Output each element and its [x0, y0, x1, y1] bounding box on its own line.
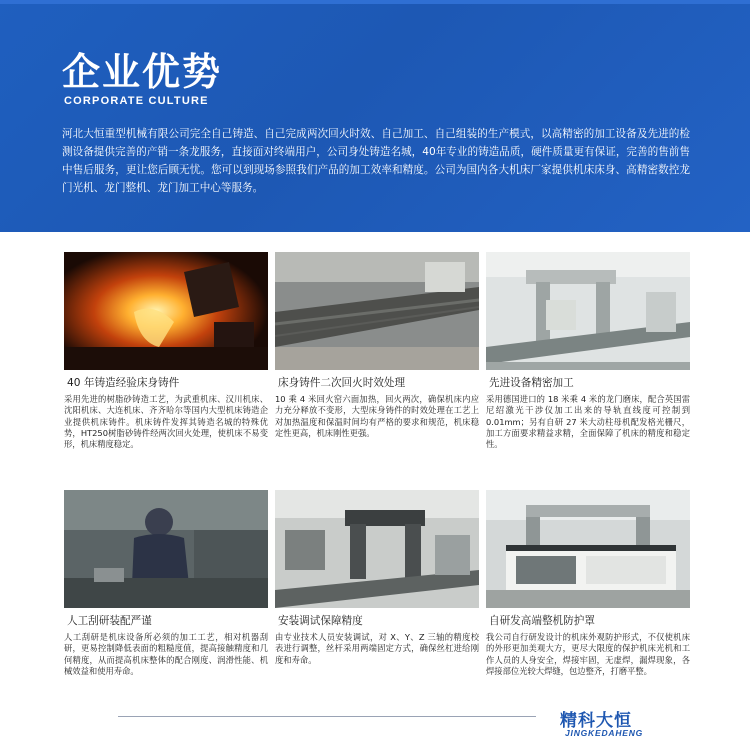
- manual-scraping-photo: [64, 490, 268, 608]
- brand-logo-pinyin: JINGKEDAHENG: [565, 728, 644, 738]
- card-caption: 自研发高端整机防护罩: [489, 615, 595, 627]
- brand-logo-text: 精科大恒: [560, 711, 632, 731]
- page-subtitle: CORPORATE CULTURE: [64, 95, 209, 107]
- card-caption: 安装调试保障精度: [278, 615, 363, 627]
- card-enclosure: [486, 490, 690, 677]
- card-caption: 先进设备精密加工: [489, 377, 574, 389]
- card-caption: 床身铸件二次回火时效处理: [278, 377, 406, 389]
- card-description: 人工刮研是机床设备所必须的加工工艺，相对机器刮研，更易控制降低表面的粗糙度值，提高接触精度和几何精度，从而提高机床整体的配合刚度、润滑性能、机械效益和使用寿命。: [64, 632, 268, 676]
- card-casting: [64, 252, 268, 450]
- annealing-castings-photo: [275, 252, 479, 370]
- assembly-workshop-photo: [275, 490, 479, 608]
- card-description: 采用先进的树脂砂铸造工艺，为武重机床、汉川机床、沈阳机床、大连机床、齐齐哈尔等国内大型机床铸造企业提供机床铸件。机床铸件发挥其铸造名城的特殊优势，HT250树脂砂铸件经两次回火处理，使机床不易变形，机床精度稳定。: [64, 394, 268, 450]
- intro-paragraph: 河北大恒重型机械有限公司完全自己铸造、自己完成两次回火时效、自己加工、自己组装的生产模式，以高精密的加工设备及先进的检测设备提供完善的产销一条龙服务，直接面对终端用户，公司身处铸造名城，40年专业的铸造品质，硬件质量更有保证，完善的售前售中售后服务，更让您后顾无忧。您可以到现场参照我们产品的加工效率和精度。公司为国内各大机床厂家提供机床床身、高精密数控龙门光机、龙门整机、龙门加工中心等服务。: [62, 128, 690, 194]
- card-scraping: [64, 490, 268, 677]
- card-caption: 人工刮研装配严谨: [67, 615, 152, 627]
- gantry-grinder-photo: [486, 252, 690, 370]
- enclosed-gantry-machine-photo: [486, 490, 690, 608]
- header-stripe: [0, 0, 750, 4]
- card-description: 10 乘 4 米回火窑六面加热，回火两次，确保机床内应力充分释放不变形，大型床身铸件的时效处理在工艺上对加热温度和保温时间均有严格的要求和规范，机床稳定性更高，机床刚性更强。: [275, 394, 479, 438]
- footer-divider: [118, 716, 536, 717]
- card-assembly: [275, 490, 479, 666]
- page-title: 企业优势: [62, 49, 223, 94]
- card-annealing: [275, 252, 479, 439]
- card-caption: 40 年铸造经验床身铸件: [67, 377, 180, 389]
- header-banner: [0, 0, 750, 232]
- card-precision: [486, 252, 690, 450]
- card-description: 由专业技术人员安装调试，对 X、Y、Z 三轴的精度校表进行调整，丝杆采用两端固定方式，确保丝杠进给刚度和寿命。: [275, 632, 479, 665]
- card-description: 采用德国进口的 18 米乘 4 米的龙门磨床，配合英国雷尼绍激光干涉仪加工出来的导轨直线度可控制到 0.01mm；另有自研 27 米大动柱母机配发格光栅尺，加工方面要求精益求精，全面保障了机床的精度和稳定性。: [486, 394, 690, 450]
- card-description: 我公司自行研发设计的机床外观防护形式，不仅使机床的外形更加美观大方，更尽大限度的保护机床光机和工作人员的人身安全，焊接牢固，无虚焊，漏焊现象，各焊接部位光较大焊缝，包边整齐，打磨平整。: [486, 632, 690, 676]
- foundry-pouring-photo: [64, 252, 268, 370]
